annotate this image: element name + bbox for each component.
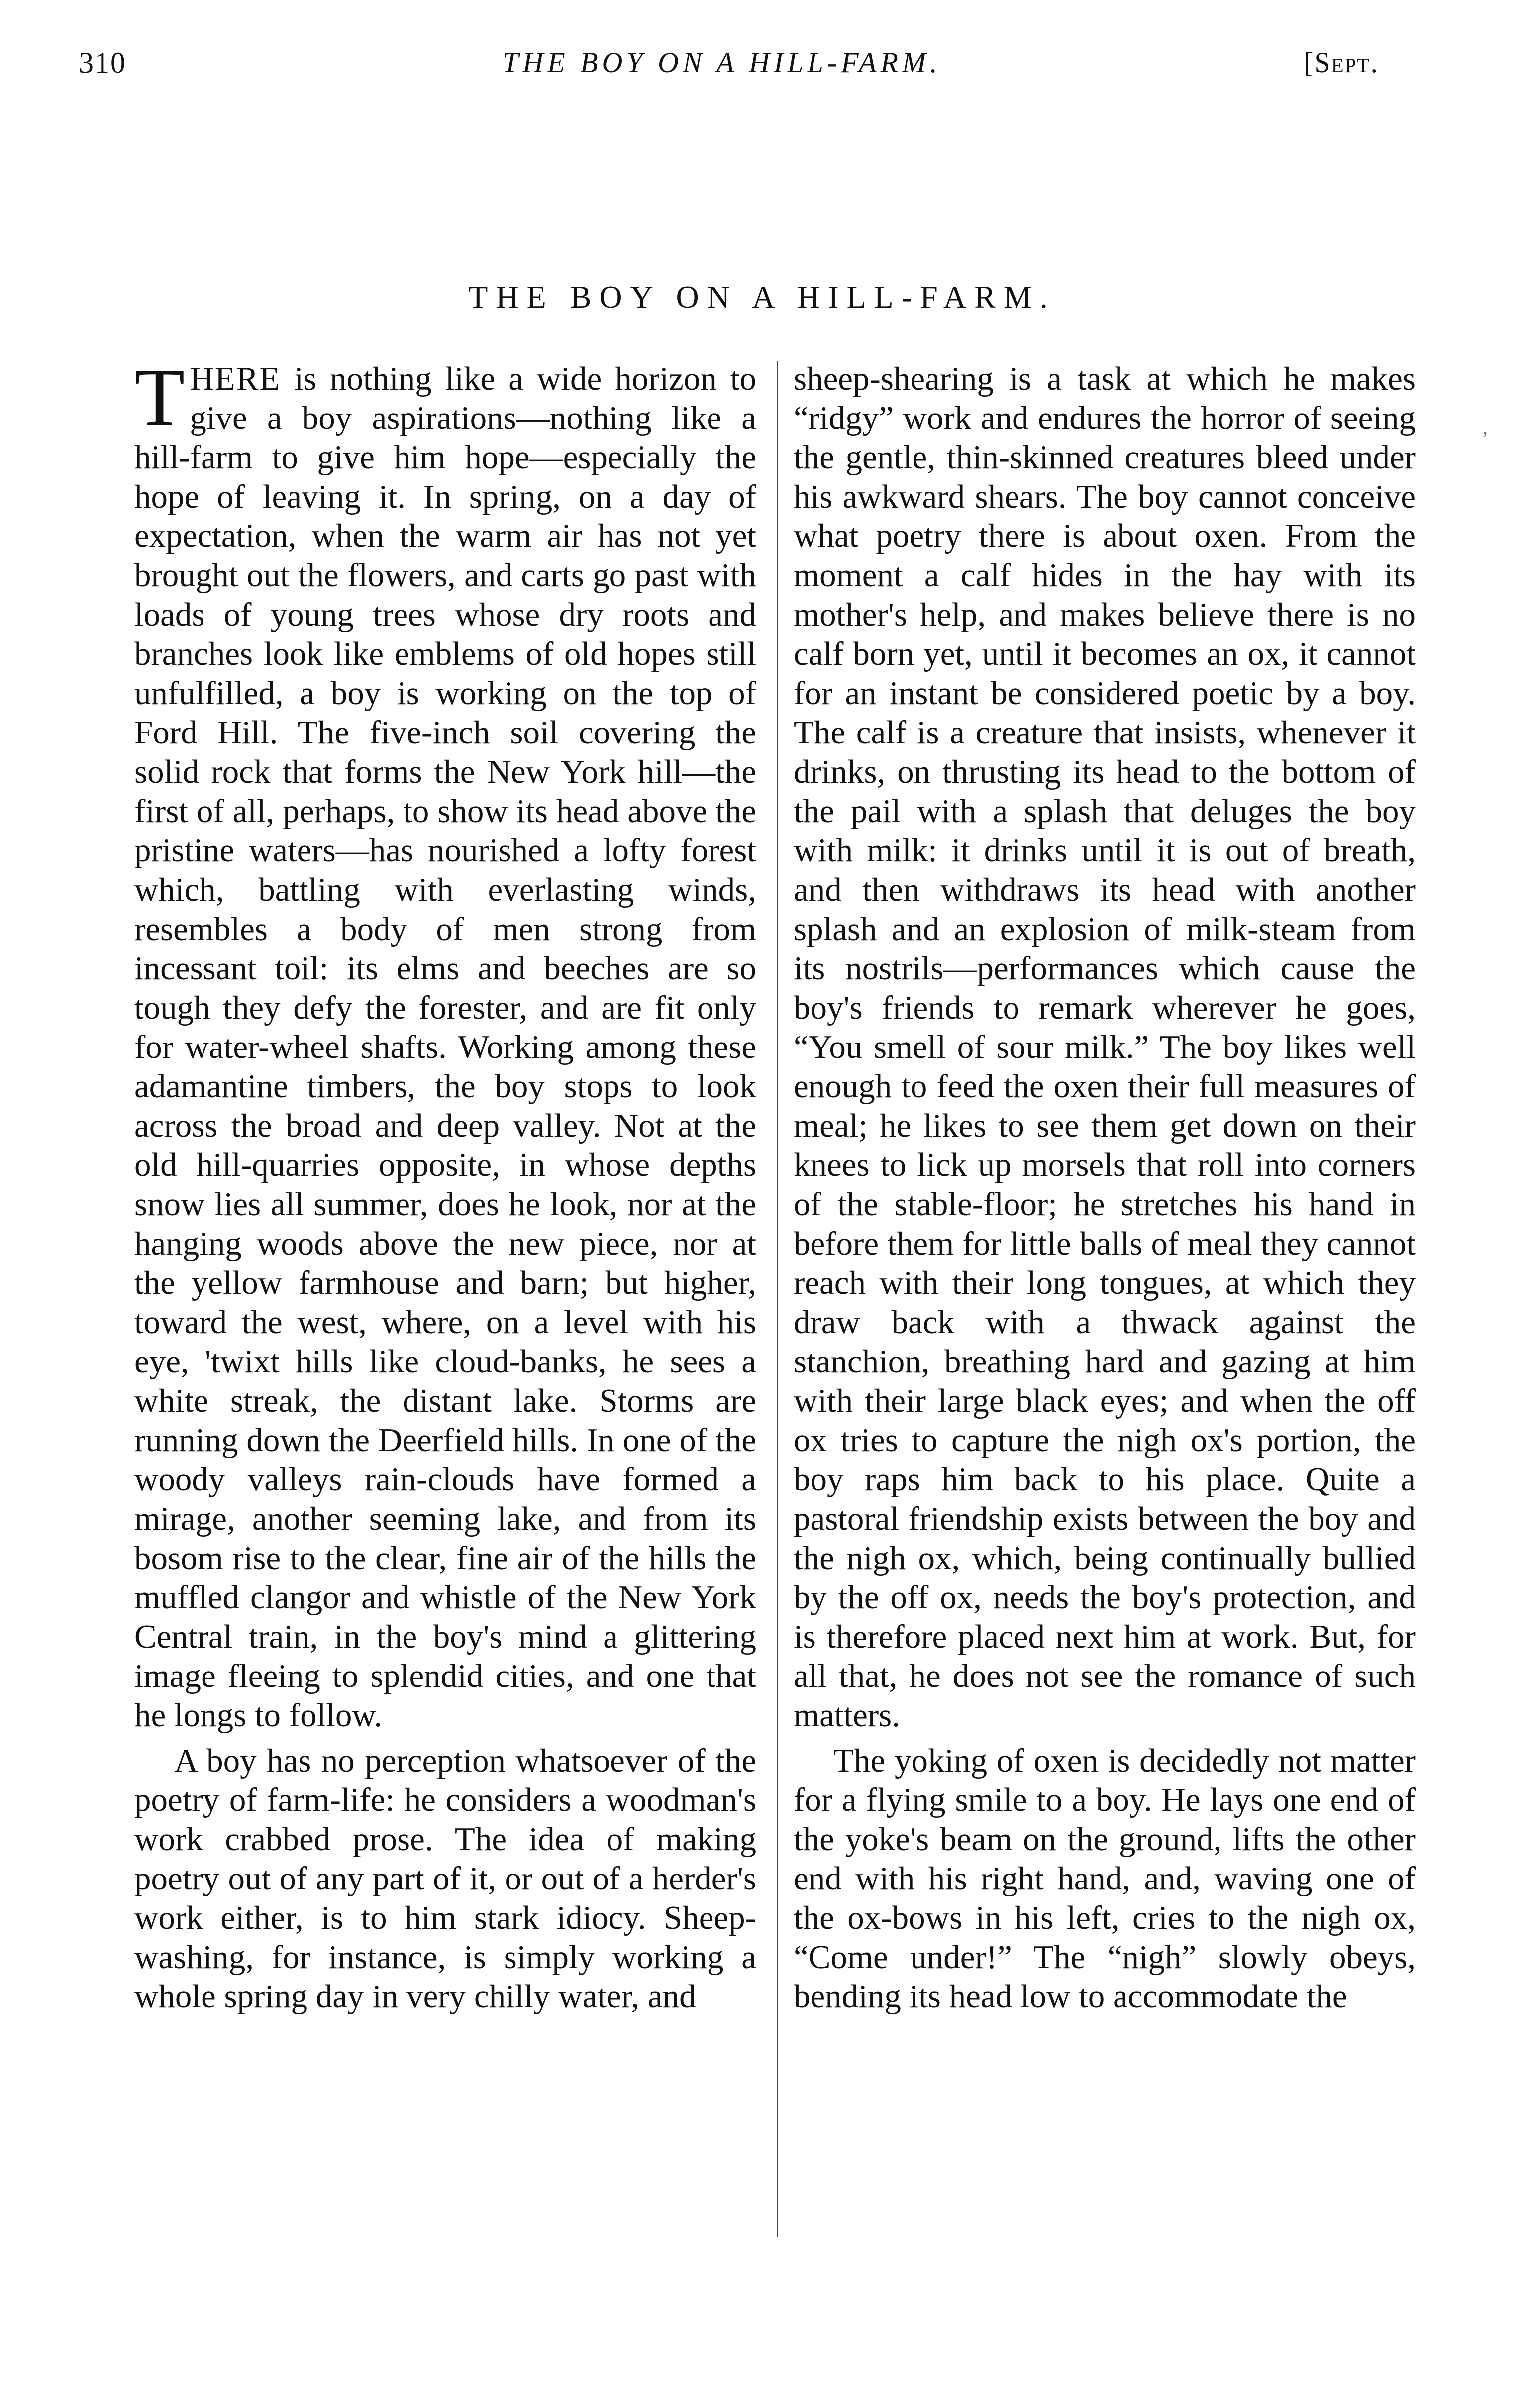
paragraph-1 [134, 351, 756, 1735]
running-title: THE BOY ON A HILL-FARM. [503, 46, 941, 79]
paragraph-2-continued: sheep-shearing is a task at which he makes “ridgy” work and endures the horror of seeing the gentle, thin-skinned creatures bleed under his awkward shears. The boy cannot conceive what poetry there is about oxen. From the moment a calf hides in the hay with its mother's help, and makes believe there is no calf born yet, until it becomes an ox, it cannot for an instant be considered poetic by a boy. The calf is a creature that insists, whenever it drinks, on thrusting its head to the bottom of the pail with a splash that deluges the boy with milk: it drinks until it is out of breath, and then withdraws its head with another splash and an explosion of milk-steam from its nostrils—performances which cause the boy's friends to remark wherever he goes, “You smell of sour milk.” The boy likes well enough to feed the oxen their full measures of meal; he likes to see them get down on their knees to lick up morsels that roll into corners of the stable-floor; he stretches his hand in before them for little balls of meal they cannot reach with their long tongues, at which they draw back with a thwack against the stanchion, breathing hard and gazing at him with their large black eyes; and when the off ox tries to capture the nigh ox's portion, the boy raps him back to his place. Quite a pastoral friendship exists between the boy and the nigh ox, which, being continually bullied by the off ox, needs the boy's protection, and is therefore placed next him at work. But, for all that, he does not see the romance of such matters. [794, 360, 1416, 1734]
column-divider [777, 361, 778, 2237]
first-word: HERE [190, 360, 281, 397]
right-column [794, 359, 1416, 2016]
running-header [0, 46, 1524, 86]
article-title: THE BOY ON A HILL-FARM. [468, 279, 1056, 314]
paragraph-2: A boy has no perception whatsoever of the poetry of farm-life: he considers a woodman's work crabbed prose. The idea of making poetry out of any part of it, or out of a herder's work either, is to him stark idiocy. Sheep-washing, for instance, is simply working a whole spring day in very chilly water, and [134, 1742, 756, 2015]
running-month: [Sept. [1304, 46, 1379, 79]
paragraph-1-text: is nothing like a wide horizon to give a boy aspirations—nothing like a hill-farm to give him hope—especially the hope of leaving it. In spring, on a day of expectation, when the warm air has not yet brought out the flowers, and carts go past with loads of young trees whose dry roots and branches look like emblems of old hopes still unfulfilled, a boy is working on the top of Ford Hill. The five-inch soil covering the solid rock that forms the New York hill—the first of all, perhaps, to show its head above the pristine waters—has nourished a lofty forest which, battling with everlasting winds, resembles a body of men strong from incessant toil: its elms and beeches are so tough they defy the forester, and are fit only for water-wheel shafts. Working among these adamantine timbers, the boy stops to look across the broad and deep valley. Not at the old hill-quarries opposite, in whose depths snow lies all summer, does he look, nor at the hanging woods above the new piece, nor at the yellow farmhouse and barn; but higher, toward the west, where, on a level with his eye, 'twixt hills like cloud-banks, he sees a white streak, the distant lake. Storms are running down the Deerfield hills. In one of the woody valleys rain-clouds have formed a mirage, another seeming lake, and from its bosom rise to the clear, fine air of the hills the muffled clangor and whistle of the New York Central train, in the boy's mind a glittering image fleeing to splendid cities, and one that he longs to follow. [134, 360, 756, 1734]
margin-mark: ’ [1482, 427, 1489, 450]
drop-cap: T [134, 351, 185, 443]
page-number: 310 [79, 46, 126, 79]
paragraph-3: The yoking of oxen is decidedly not matter for a flying smile to a boy. He lays one end of the yoke's beam on the ground, lifts the other end with his right hand, and, waving one of the ox-bows in his left, cries to the nigh ox, “Come under!” The “nigh” slowly obeys, bending its head low to accommodate the [794, 1742, 1416, 2015]
left-column [134, 351, 756, 2016]
